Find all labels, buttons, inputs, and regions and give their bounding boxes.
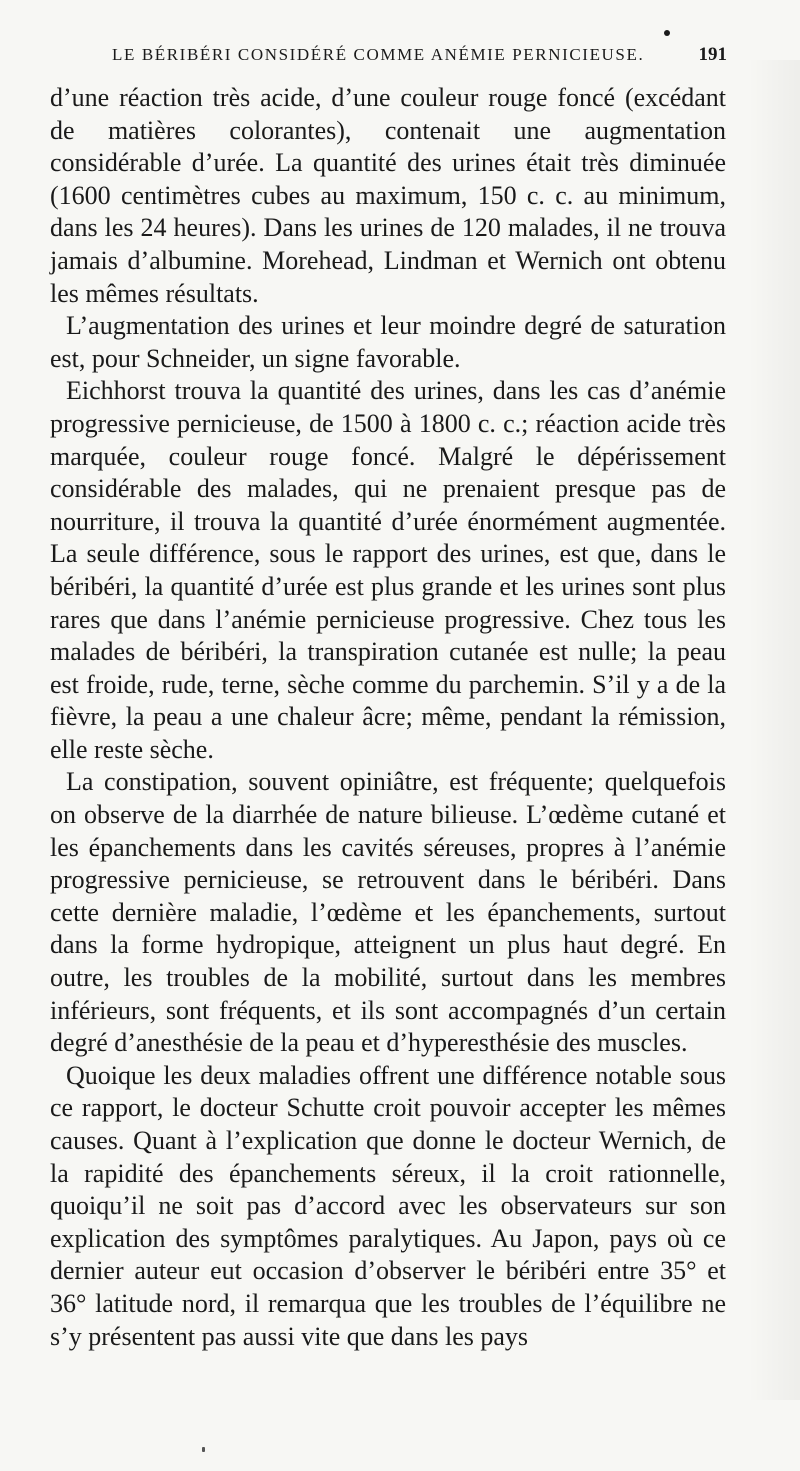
ink-speck bbox=[664, 30, 670, 36]
page-number: 191 bbox=[698, 44, 727, 65]
paragraph: Quoique les deux maladies offrent une différence notable sous ce rapport, le docteur Schutte croit pouvoir accepter les mêmes causes. Quant à l’explication que donne le docteur Wernich, de la rapidité des épanchements séreux, il la croit rationnelle, quoiqu’il ne soit pas d’accord avec les observateurs sur son explication des symptômes paralytiques. Au Japon, pays où ce dernier auteur eut occasion d’observer le béribéri entre 35° et 36° latitude nord, il remarqua que les troubles de l’équilibre ne s’y présentent pas aussi vite que dans les pays bbox=[50, 1060, 726, 1351]
paragraph: L’augmentation des urines et leur moindre degré de saturation est, pour Schneider, un signe favorable. bbox=[50, 311, 726, 373]
paragraph: La constipation, souvent opiniâtre, est fréquente; quelquefois on observe de la diarrhée de nature bilieuse. L’œdème cutané et les épanchements dans les cavités séreuses, propres à l’anémie progressive pernicieuse, se retrouvent dans le béribéri. Dans cette dernière maladie, l’œdème et les épanchements, surtout dans la forme hydropique, atteignent un plus haut degré. En outre, les troubles de la mobilité, surtout dans les membres inférieurs, sont fréquents, et ils sont accompagnés d’un certain degré d’anesthésie de la peau et d’hyperesthésie des muscles. bbox=[50, 767, 726, 1058]
ink-speck bbox=[202, 1447, 205, 1452]
paragraph: d’une réaction très acide, d’une couleur rouge foncé (excédant de matières colorantes), contenait une augmentation considérable d’urée. La quantité des urines était très diminuée (1600 centimètres cubes au maximum, 150 c. c. au minimum, dans les 24 heures). Dans les urines de 120 malades, il ne trouva jamais d’albumine. Morehead, Lindman et Wernich ont obtenu les mêmes résultats. bbox=[50, 83, 726, 308]
running-title: LE BÉRIBÉRI CONSIDÉRÉ COMME ANÉMIE PERNICIEUSE. bbox=[112, 45, 645, 64]
running-header bbox=[112, 44, 727, 66]
paragraph: Eichhorst trouva la quantité des urines, dans les cas d’anémie progressive pernicieuse, de 1500 à 1800 c. c.; réaction acide très marquée, couleur rouge foncé. Malgré le dépérissement considérable des malades, qui ne prenaient presque pas de nourriture, il trouva la quantité d’urée énormément augmentée. La seule différence, sous le rapport des urines, est que, dans le béribéri, la quantité d’urée est plus grande et les urines sont plus rares que dans l’anémie pernicieuse progressive. Chez tous les malades de béribéri, la transpiration cutanée est nulle; la peau est froide, rude, terne, sèche comme du parchemin. S’il y a de la fièvre, la peau a une chaleur âcre; même, pendant la rémission, elle reste sèche. bbox=[50, 376, 726, 764]
bleed-through-shadow bbox=[748, 60, 800, 1400]
body-text bbox=[50, 82, 726, 1353]
